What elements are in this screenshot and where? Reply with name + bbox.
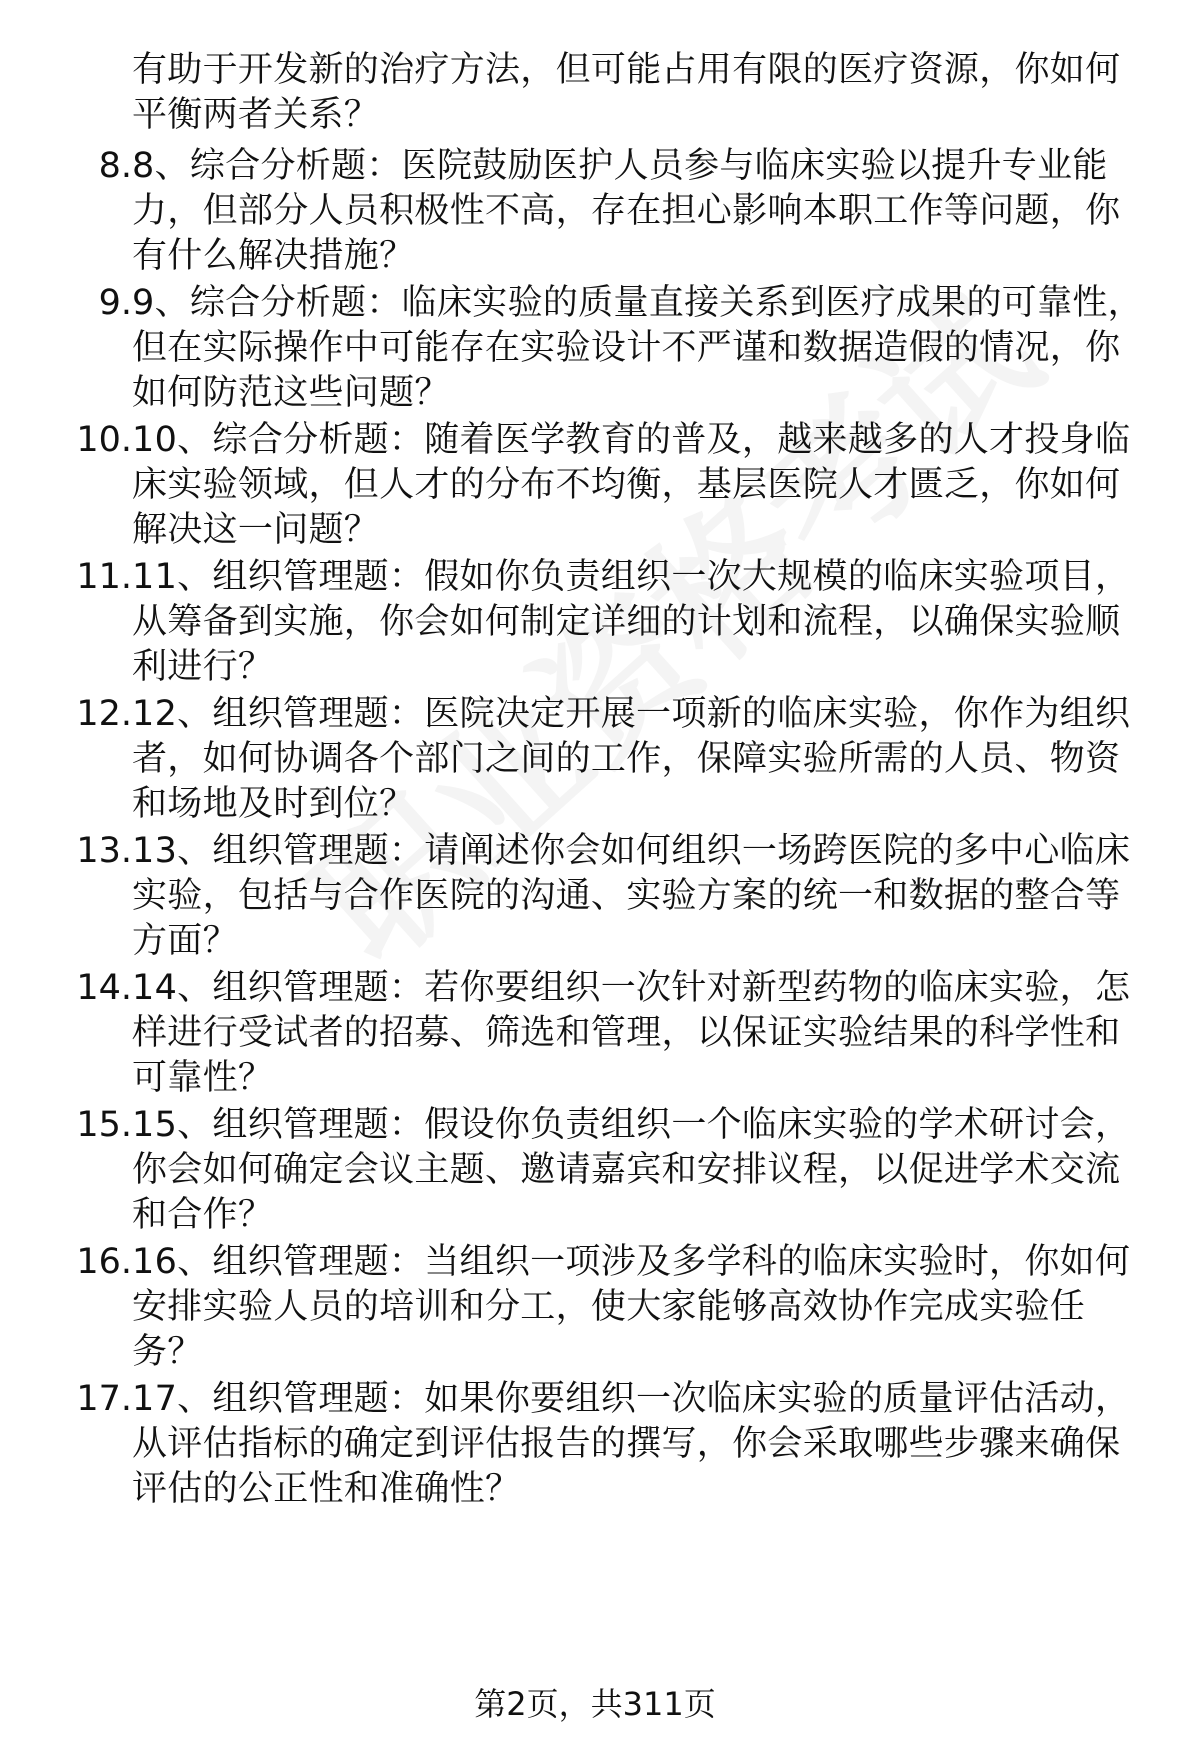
- question-number: 9.: [98, 283, 132, 323]
- question-number: 17.: [76, 1379, 132, 1419]
- question-text: 10、综合分析题：随着医学教育的普及，越来越多的人才投身临床实验领域，但人才的分布不均衡，基层医院人才匮乏，你如何解决这一问题？: [132, 420, 1131, 550]
- question-text: 17、组织管理题：如果你要组织一次临床实验的质量评估活动，从评估指标的确定到评估报告的撰写，你会采取哪些步骤来确保评估的公正性和准确性？: [132, 1379, 1131, 1509]
- question-number: 12.: [76, 694, 132, 734]
- question-number: 10.: [76, 420, 132, 460]
- question-text: 16、组织管理题：当组织一项涉及多学科的临床实验时，你如何安排实验人员的培训和分工，使大家能够高效协作完成实验任务？: [132, 1242, 1131, 1372]
- question-number: 8.: [98, 146, 132, 186]
- question-number: 14.: [76, 968, 132, 1008]
- question-text: 8、综合分析题：医院鼓励医护人员参与临床实验以提升专业能力，但部分人员积极性不高，存在担心影响本职工作等问题，你有什么解决措施？: [132, 146, 1121, 276]
- question-text: 14、组织管理题：若你要组织一次针对新型药物的临床实验，怎样进行受试者的招募、筛选和管理，以保证实验结果的科学性和可靠性？: [132, 968, 1131, 1098]
- question-number: 15.: [76, 1105, 132, 1145]
- question-text: 15、组织管理题：假设你负责组织一个临床实验的学术研讨会，你会如何确定会议主题、邀请嘉宾和安排议程，以促进学术交流和合作？: [132, 1105, 1131, 1235]
- page-footer: 第2页，共311页: [474, 1685, 716, 1723]
- question-number: 16.: [76, 1242, 132, 1282]
- continued-question-text: 有助于开发新的治疗方法，但可能占用有限的医疗资源，你如何平衡两者关系？: [132, 50, 1121, 135]
- question-text: 9、综合分析题：临床实验的质量直接关系到医疗成果的可靠性，但在实际操作中可能存在实验设计不严谨和数据造假的情况，你如何防范这些问题？: [132, 283, 1143, 413]
- question-number: 13.: [76, 831, 132, 871]
- question-text: 11、组织管理题：假如你负责组织一次大规模的临床实验项目，从筹备到实施，你会如何制定详细的计划和流程，以确保实验顺利进行？: [132, 557, 1131, 687]
- question-text: 12、组织管理题：医院决定开展一项新的临床实验，你作为组织者，如何协调各个部门之间的工作，保障实验所需的人员、物资和场地及时到位？: [132, 694, 1131, 824]
- question-number: 11.: [76, 557, 132, 597]
- question-text: 13、组织管理题：请阐述你会如何组织一场跨医院的多中心临床实验，包括与合作医院的沟通、实验方案的统一和数据的整合等方面？: [132, 831, 1131, 961]
